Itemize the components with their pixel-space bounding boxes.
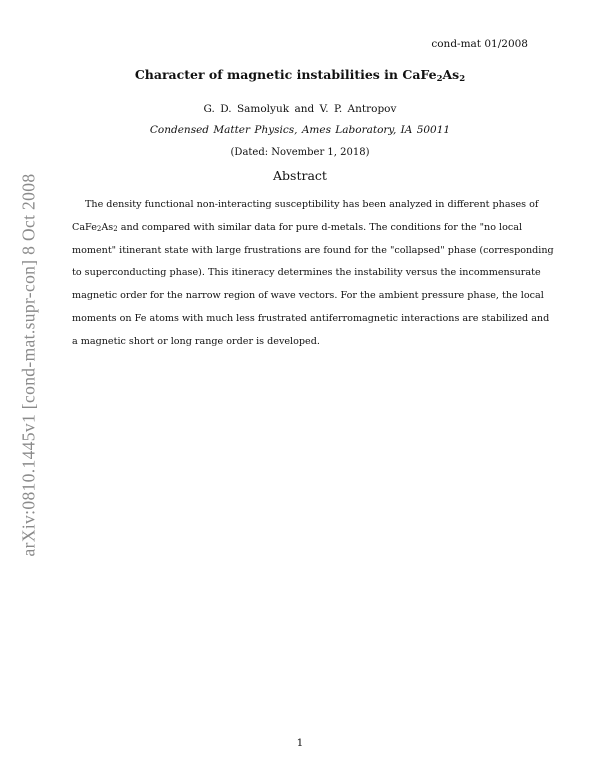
formula-text: CaFe xyxy=(72,221,97,233)
abstract-line: to superconducting phase). This itineracy determines the instability versus the incommensurate xyxy=(72,267,541,279)
abstract-line: magnetic order for the narrow region of wave vectors. For the ambient pressure phase, the local xyxy=(72,290,544,302)
report-number: cond-mat 01/2008 xyxy=(431,38,528,50)
title-text: Character of magnetic instabilities in CaFe xyxy=(134,67,437,82)
abstract-heading: Abstract xyxy=(273,168,327,183)
dated-line: (Dated: November 1, 2018) xyxy=(230,147,370,158)
title-subscript-as: 2 xyxy=(459,74,466,84)
abstract-line: moments on Fe atoms with much less frustrated antiferromagnetic interactions are stabilized and xyxy=(72,312,550,324)
abstract-text: and compared with similar data for pure d-metals. The conditions for the "no local xyxy=(117,221,523,233)
formula-subscript: 2 xyxy=(96,224,102,233)
abstract-line: The density functional non-interacting susceptibility has been analyzed in different phases of xyxy=(85,199,539,210)
affiliation: Condensed Matter Physics, Ames Laboratory, IA 50011 xyxy=(149,124,451,136)
formula-text: As xyxy=(101,221,114,233)
title-subscript-fe: 2 xyxy=(436,74,443,84)
authors: G. D. Samolyuk and V. P. Antropov xyxy=(203,103,397,115)
abstract-line: a magnetic short or long range order is developed. xyxy=(72,335,320,347)
formula-subscript: 2 xyxy=(113,224,118,233)
abstract-body xyxy=(72,194,554,354)
abstract-line: moment" itinerant state with large frustrations are found for the "collapsed" phase (corresponding xyxy=(72,244,554,256)
page-number: 1 xyxy=(296,737,304,749)
paper-title xyxy=(0,67,600,84)
arxiv-identifier-text: arXiv:0810.1445v1 [cond-mat.supr-con] 8 Oct 2008 xyxy=(18,173,39,557)
abstract-line xyxy=(72,217,527,240)
title-text-as: As xyxy=(442,67,460,82)
